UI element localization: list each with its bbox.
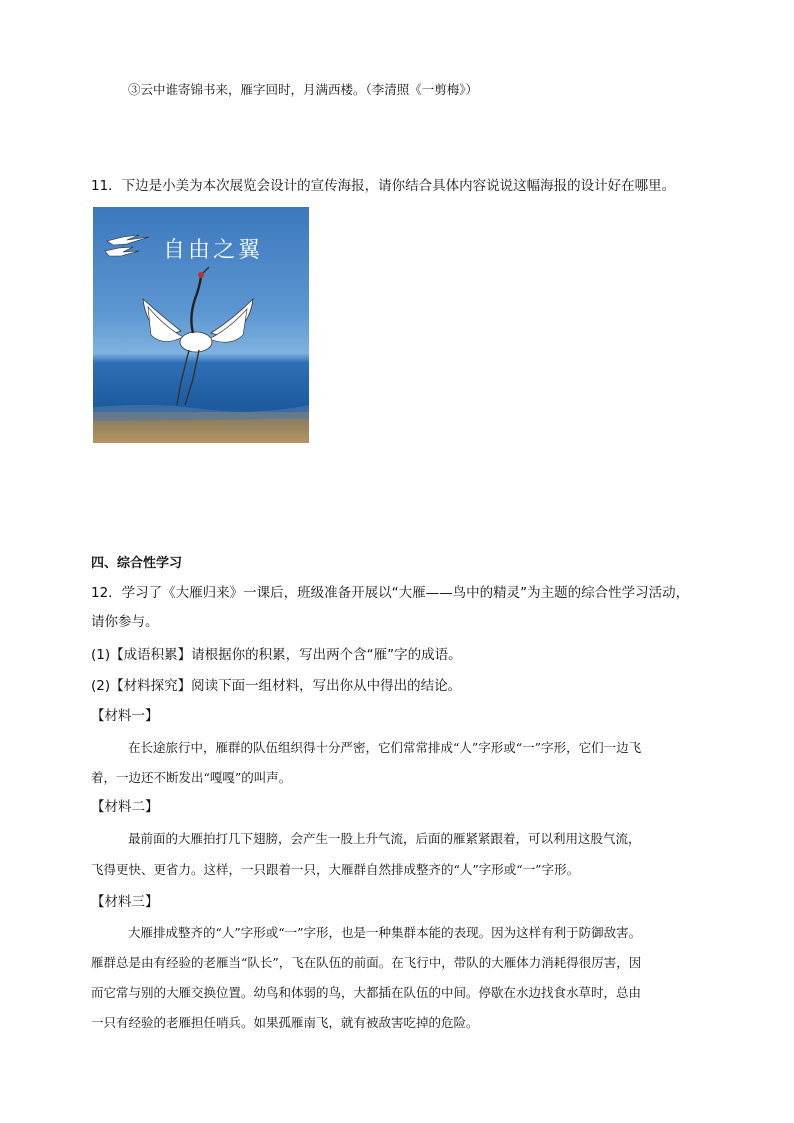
material-1-line-2: 着，一边还不断发出“嘎嘎”的叫声。 bbox=[91, 770, 292, 785]
material-1-label: 【材料一】 bbox=[91, 708, 159, 724]
material-2-label: 【材料二】 bbox=[91, 799, 159, 815]
material-1-line-1: 在长途旅行中，雁群的队伍组织得十分严密，它们常常排成“人”字形或“一”字形，它们一边飞 bbox=[128, 740, 642, 755]
material-3-line-3: 而它常与别的大雁交换位置。幼鸟和体弱的鸟，大都插在队伍的中间。停歇在水边找食水草时，总由 bbox=[91, 985, 642, 1000]
poem-line-3: ③云中谁寄锦书来，雁字回时，月满西楼。（李清照《一剪梅》） bbox=[128, 82, 479, 97]
material-3-line-4: 一只有经验的老雁担任哨兵。如果孤雁南飞，就有被敌害吃掉的危险。 bbox=[91, 1015, 479, 1030]
question-12-sub-1: (1)【成语积累】请根据你的积累，写出两个含“雁”字的成语。 bbox=[91, 647, 462, 663]
material-3-line-2: 雁群总是由有经验的老雁当“队长”，飞在队伍的前面。在飞行中，带队的大雁体力消耗得很厉害，因 bbox=[91, 955, 642, 970]
material-2-line-2: 飞得更快、更省力。这样，一只跟着一只，大雁群自然排成整齐的“人”字形或“一”字形。 bbox=[91, 862, 580, 877]
promotional-poster bbox=[93, 207, 309, 443]
material-3-label: 【材料三】 bbox=[91, 894, 159, 910]
question-12-line-2: 请你参与。 bbox=[91, 614, 159, 630]
question-11-prompt: 11．下边是小美为本次展览会设计的宣传海报，请你结合具体内容说说这幅海报的设计好在哪里。 bbox=[91, 178, 676, 194]
material-2-line-1: 最前面的大雁拍打几下翅膀，会产生一股上升气流，后面的雁紧紧跟着，可以利用这股气流， bbox=[128, 831, 641, 846]
material-3-line-1: 大雁排成整齐的“人”字形或“一”字形，也是一种集群本能的表现。因为这样有利于防御敌害。 bbox=[128, 925, 642, 940]
question-12-line-1: 12．学习了《大雁归来》一课后，班级准备开展以“大雁——鸟中的精灵”为主题的综合性学习活动， bbox=[91, 585, 690, 601]
question-12-sub-2: (2)【材料探究】阅读下面一组材料，写出你从中得出的结论。 bbox=[91, 678, 462, 694]
section-4-heading: 四、综合性学习 bbox=[91, 556, 183, 571]
poster-title: 自由之翼 bbox=[163, 238, 264, 263]
